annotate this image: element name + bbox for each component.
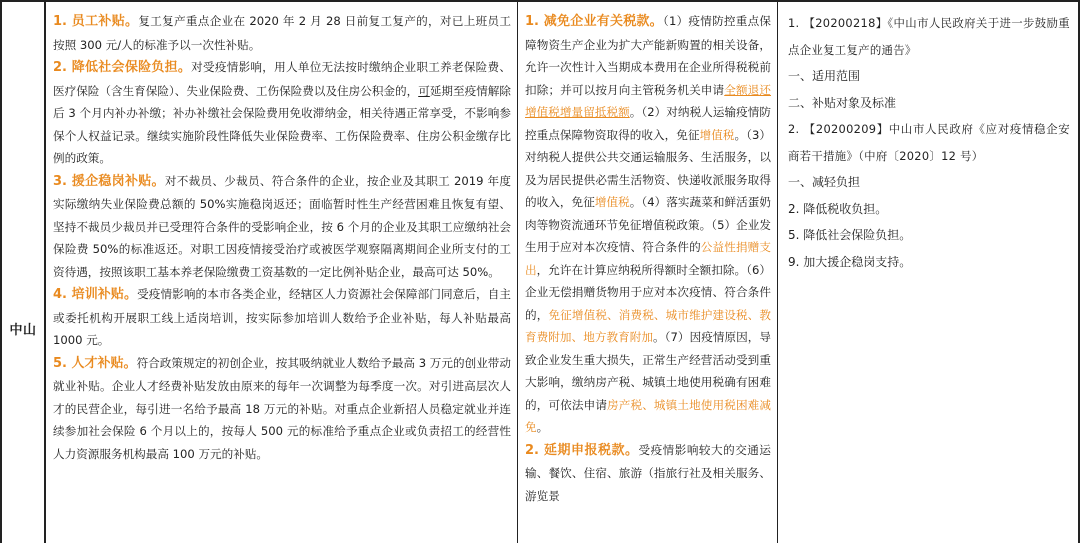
measure-1-body: 复工复产重点企业在 2020 年 2 月 28 日前复工复产的，对已上班员工按照 300 元/人的标准予以一次性补贴。 xyxy=(53,14,511,52)
tax-highlight-2: 增值税 xyxy=(699,127,735,142)
measure-5 xyxy=(53,352,511,466)
tax-highlight-6: 房产税、城镇土地使用税困难减免 xyxy=(525,397,771,434)
measure-5-heading: 5. 人才补贴。 xyxy=(53,355,137,371)
region-label: 中山 xyxy=(9,323,37,338)
tax-measure-2-heading: 2. 延期申报税款。 xyxy=(525,442,639,458)
tax-measure-1-heading: 1. 减免企业有关税款。 xyxy=(525,14,663,29)
measure-2-body-b: 延期至疫情解除后 3 个月内补办补缴；补办补缴社会保险费用免收滞纳金，相关待遇正常享受，不影响参保个人权益记录。继续实施阶段性降低失业保险费率、工伤保险费率、住房公积金缴存比例的政策。 xyxy=(53,83,511,165)
measure-3-heading: 3. 援企稳岗补贴。 xyxy=(53,173,165,189)
tax-text-h: 受疫情影响较大的交通运输、餐饮、住宿、旅游（指旅行社及相关服务、游览景 xyxy=(525,442,771,503)
source-document-1: 1. 【20200218】《中山市人民政府关于进一步鼓励重点企业复工复产的通告》 xyxy=(788,16,1070,57)
measure-2-body-a: 对受疫情影响，用人单位无法按时缴纳企业职工养老保险费、医疗保险（含生育保险）、失业保险费、工伤保险费以及住房公积金的， xyxy=(53,60,511,98)
tax-text-b: 。（2）对纳税人运输疫情防控重点保障物资取得的收入，免征 xyxy=(525,105,771,142)
measure-3 xyxy=(53,170,511,284)
list-item: 一、适用范围 xyxy=(788,69,861,83)
tax-text-f: 。（7）因疫情原因，导致企业发生重大损失，正常生产经营活动受到重大影响，缴纳房产税、城镇土地使用税确有困难的，可依法申请 xyxy=(525,330,771,412)
tax-highlight-5: 免征增值税、消费税、城市维护建设税、教育费附加、地方教育附加 xyxy=(525,307,771,344)
tax-text-d: 。（4）落实蔬菜和鲜活蛋奶肉等物资流通环节免征增值税政策。（5）企业发生用于应对本次疫情、符合条件的 xyxy=(525,195,771,254)
tax-highlight-1: 全额退还增值税增量留抵税额 xyxy=(525,82,771,119)
measure-3-body: 对不裁员、少裁员、符合条件的企业，按企业及其职工 2019 年度实际缴纳失业保险费总额的 50%实施稳岗返还；面临暂时性生产经营困难且恢复有望、坚持不裁员少裁员并已受理符合条件的受影响企业，按 6 个月的企业及其职工应缴纳社会保险费 50%的标准返还。对职工因疫情接受治疗或被医学观察隔离期间企业所支付的工资待遇，按照该职工基本养老保险缴费工资基数的一定比例补贴企业，最高可达 50%。 xyxy=(53,173,511,279)
measure-1-heading: 1. 员工补贴。 xyxy=(53,14,139,29)
measure-2-underlined: 可 xyxy=(418,83,430,98)
tax-measure-2 xyxy=(525,439,771,508)
measure-5-body: 符合政策规定的初创企业，按其吸纳就业人数给予最高 3 万元的创业带动就业补贴。企业人才经费补贴发放由原来的每年一次调整为每季度一次。对引进高层次人才的民营企业，每引进一名给予最高 18 万元的补贴。对重点企业新招人员稳定就业并连续参加社会保险 6 个月以上的，按每人 500 元的标准给予重点企业或负责招工的经营性人力资源服务机构最高 100 万元的补贴。 xyxy=(53,355,511,461)
tax-measures-text xyxy=(518,2,777,507)
list-item: 一、减轻负担 xyxy=(788,175,861,189)
tax-text-a: （1）疫情防控重点保障物资生产企业为扩大产能新购置的相关设备，允许一次性计入当期成本费用在企业所得税税前扣除；并可以按月向主管税务机关申请 xyxy=(525,14,772,97)
measure-4-body: 受疫情影响的本市各类企业，经辖区人力资源社会保障部门同意后，自主或委托机构开展职工线上适岗培训，按实际参加培训人数给予企业补贴，每人补贴最高 1000 元。 xyxy=(53,287,511,347)
tax-highlight-4: 公益性捐赠支出 xyxy=(525,240,771,277)
tax-highlight-3: 增值税 xyxy=(594,195,630,209)
measure-4 xyxy=(53,283,511,352)
tax-measures-column xyxy=(518,2,778,543)
list-item: 5. 降低社会保险负担。 xyxy=(788,228,912,242)
tax-text-c: 。（3）对纳税人提供公共交通运输服务、生活服务，以及为居民提供必需生活物资、快递收派服务取得的收入，免征 xyxy=(525,127,771,209)
source-documents-column xyxy=(778,2,1080,543)
tax-text-g: 。 xyxy=(536,420,549,434)
measure-2 xyxy=(53,56,511,170)
source-document-2: 2. 【20200209】中山市人民政府《应对疫情稳企安商若干措施》（中府〔2020〕12 号） xyxy=(788,122,1070,163)
list-item: 2. 降低税收负担。 xyxy=(788,201,888,216)
subsidy-measures-column xyxy=(46,2,518,543)
tax-measure-1 xyxy=(525,10,771,439)
subsidy-measures-text xyxy=(46,2,517,465)
measure-1 xyxy=(53,10,511,56)
list-item: 9. 加大援企稳岗支持。 xyxy=(788,254,912,269)
tax-text-e: ，允许在计算应纳税所得额时全额扣除。（6）企业无偿捐赠货物用于应对本次疫情、符合条件的， xyxy=(525,262,771,322)
source-documents-list xyxy=(778,2,1078,275)
measure-2-heading: 2. 降低社会保险负担。 xyxy=(53,60,192,75)
measure-4-heading: 4. 培训补贴。 xyxy=(53,287,138,302)
region-column xyxy=(0,2,46,543)
list-item: 二、补贴对象及标准 xyxy=(788,95,897,110)
